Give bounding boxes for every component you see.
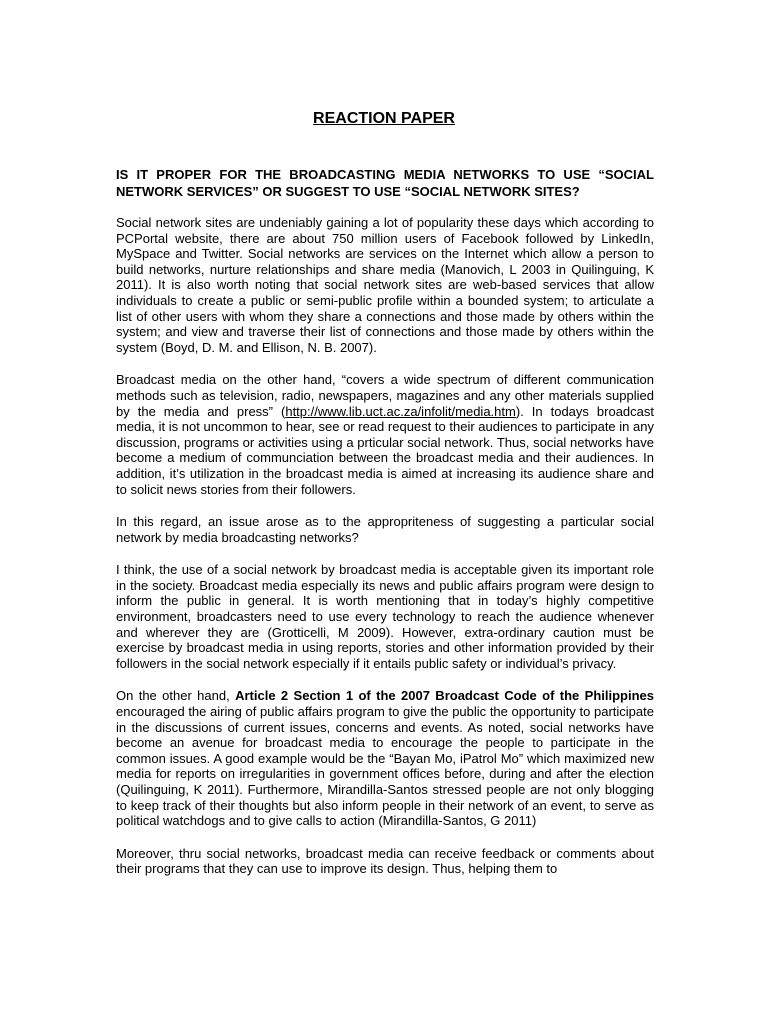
media-link[interactable]: http://www.lib.uct.ac.za/infolit/media.htm xyxy=(285,403,516,419)
paragraph-3: In this regard, an issue arose as to the appropriteness of suggesting a particular social network by media broadcasting networks? xyxy=(116,514,654,545)
paragraph-6: Moreover, thru social networks, broadcast media can receive feedback or comments about their programs that they can use to improve its design. Thus, helping them to xyxy=(116,845,654,877)
research-question: IS IT PROPER FOR THE BROADCASTING MEDIA NETWORKS TO USE “SOCIAL NETWORK SERVICES” OR SUGGEST TO USE “SOCIAL NETWORK SITES? xyxy=(116,167,654,199)
page-title: REACTION PAPER xyxy=(313,110,455,127)
paragraph-2-text-after: ). In todays broadcast media, it is not uncommon to hear, see or read request to their audiences to participate in any discussion, programs or activities using a prticular social network. Thus, social networks have become a medium of communciation between the broadcast media and their audiences. In addition, it’s utilization in the broadcast media is aimed at increasing its audience share and to solicit news stories from their followers. xyxy=(116,403,654,497)
paragraph-1: Social network sites are undeniably gaining a lot of popularity these days which according to PCPortal website, there are about 750 million users of Facebook followed by LinkedIn, MySpace and Twitter. Social networks are services on the Internet which allow a person to build networks, nurture relationships and share media (Manovich, L 2003 in Quilinguing, K 2011). It is also worth noting that social network sites are web-based services that allow individuals to create a public or semi-public profile within a bounded system; to articulate a list of other users with whom they share a connections and those made by others within the system; and view and traverse their list of connections and those made by others within the system (Boyd, D. M. and Ellison, N. B. 2007). xyxy=(116,215,654,355)
paragraph-5-text-after: encouraged the airing of public affairs program to give the public the opportunity to participate in the discussions of current issues, concerns and events. As noted, social networks have become an avenue for broadcast media to encourage the people to participate in the common issues. A good example would be the “Bayan Mo, iPatrol Mo” which maximized new media for reports on irregularities in government offices before, during and after the election (Quilinguing, K 2011). Furthermore, Mirandilla-Santos stressed people are not only blogging to keep track of their thoughts but also inform people in their network of an event, to serve as political watchdogs and to give calls to action (Mirandilla-Santos, G 2011) xyxy=(116,704,654,829)
paragraph-5 xyxy=(116,688,654,828)
paragraph-2-text-before: Broadcast media on the other hand, “covers a wide spectrum of different communication methods such as television, radio, newspapers, magazines and any other materials supplied by the media and press” ( xyxy=(116,372,654,419)
paragraph-4: I think, the use of a social network by broadcast media is acceptable given its important role in the society. Broadcast media especially its news and public affairs program were design to inform the public in general. It is worth mentioning that in today’s highly competitive environment, broadcasters need to use every technology to reach the audience whenever and wherever they are (Grotticelli, M 2009). However, extra-ordinary caution must be exercise by broadcast media in using reports, stories and other information provided by their followers in the social network especially if it entails public safety or individual’s privacy. xyxy=(116,562,654,671)
paragraph-5-text-before: On the other hand, xyxy=(116,688,236,704)
broadcast-code-reference: Article 2 Section 1 of the 2007 Broadcast Code of the Philippines xyxy=(235,688,654,704)
paragraph-2 xyxy=(116,372,654,497)
document-body xyxy=(116,166,654,894)
